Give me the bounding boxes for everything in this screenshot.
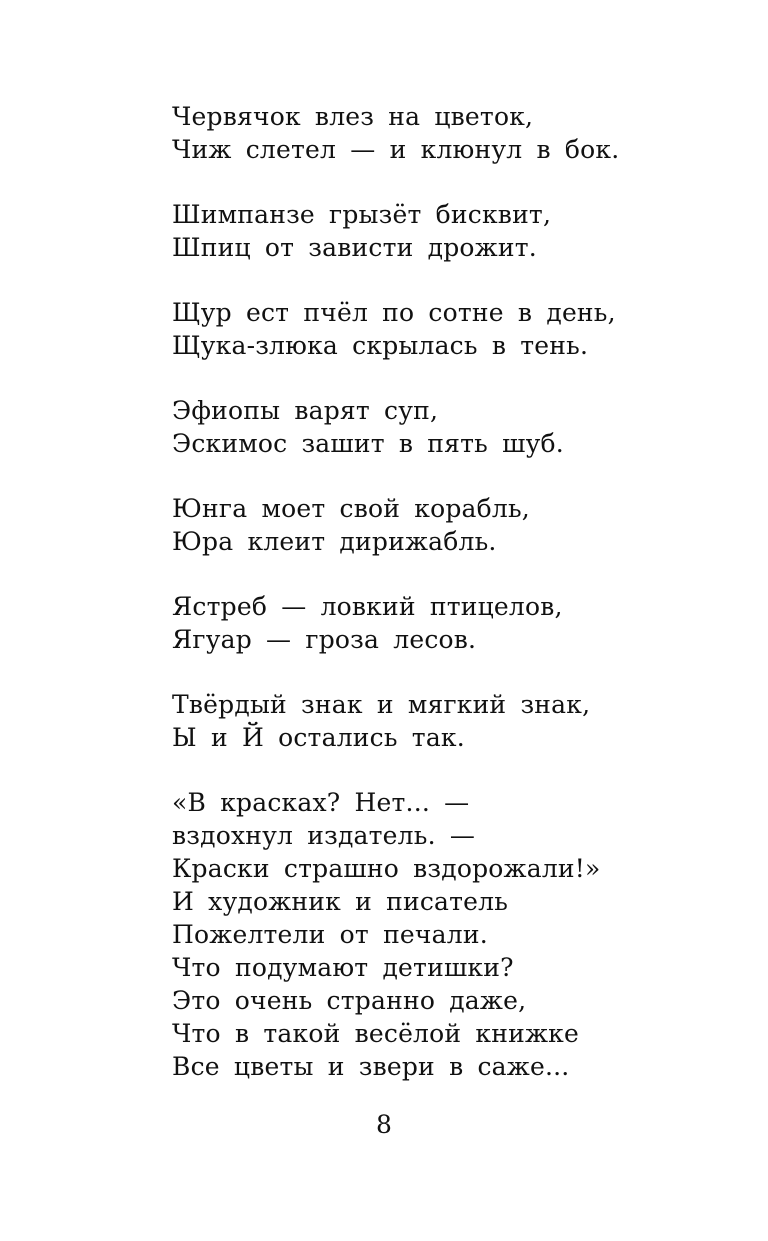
poem-line: Шпиц от зависти дрожит. xyxy=(172,233,537,262)
poem-line: Краски страшно вздорожали!» xyxy=(172,854,601,883)
poem-line: Пожелтели от печали. xyxy=(172,920,488,949)
poem-line: Ы и Й остались так. xyxy=(172,723,465,752)
poem-line: Щука-злюка скрылась в тень. xyxy=(172,331,589,360)
stanza-6 xyxy=(172,590,732,656)
page-number: 8 xyxy=(376,1110,392,1139)
poem-line: Эскимос зашит в пять шуб. xyxy=(172,429,564,458)
poem-text xyxy=(172,100,732,1083)
poem-line: Ястреб — ловкий птицелов, xyxy=(172,592,563,621)
poem-line: Щур ест пчёл по сотне в день, xyxy=(172,298,616,327)
poem-line: Твёрдый знак и мягкий знак, xyxy=(172,690,591,719)
poem-line: И художник и писатель xyxy=(172,887,509,916)
poem-line: Эфиопы варят суп, xyxy=(172,396,439,425)
poem-line: Что подумают детишки? xyxy=(172,953,514,982)
stanza-5 xyxy=(172,492,732,558)
stanza-4 xyxy=(172,394,732,460)
poem-line: Это очень странно даже, xyxy=(172,986,527,1015)
poem-line: Ягуар — гроза лесов. xyxy=(172,625,477,654)
poem-line: Червячок влез на цветок, xyxy=(172,102,534,131)
stanza-7 xyxy=(172,688,732,754)
stanza-1 xyxy=(172,100,732,166)
stanza-8 xyxy=(172,786,732,1083)
stanza-2 xyxy=(172,198,732,264)
poem-line: Шимпанзе грызёт бисквит, xyxy=(172,200,552,229)
poem-line: Юнга моет свой корабль, xyxy=(172,494,530,523)
poem-line: Юра клеит дирижабль. xyxy=(172,527,497,556)
poem-line: вздохнул издатель. — xyxy=(172,821,476,850)
stanza-3 xyxy=(172,296,732,362)
poem-line: Все цветы и звери в саже... xyxy=(172,1052,570,1081)
poem-line: Что в такой весёлой книжке xyxy=(172,1019,579,1048)
poem-line: «В красках? Нет... — xyxy=(172,788,470,817)
poem-line: Чиж слетел — и клюнул в бок. xyxy=(172,135,620,164)
